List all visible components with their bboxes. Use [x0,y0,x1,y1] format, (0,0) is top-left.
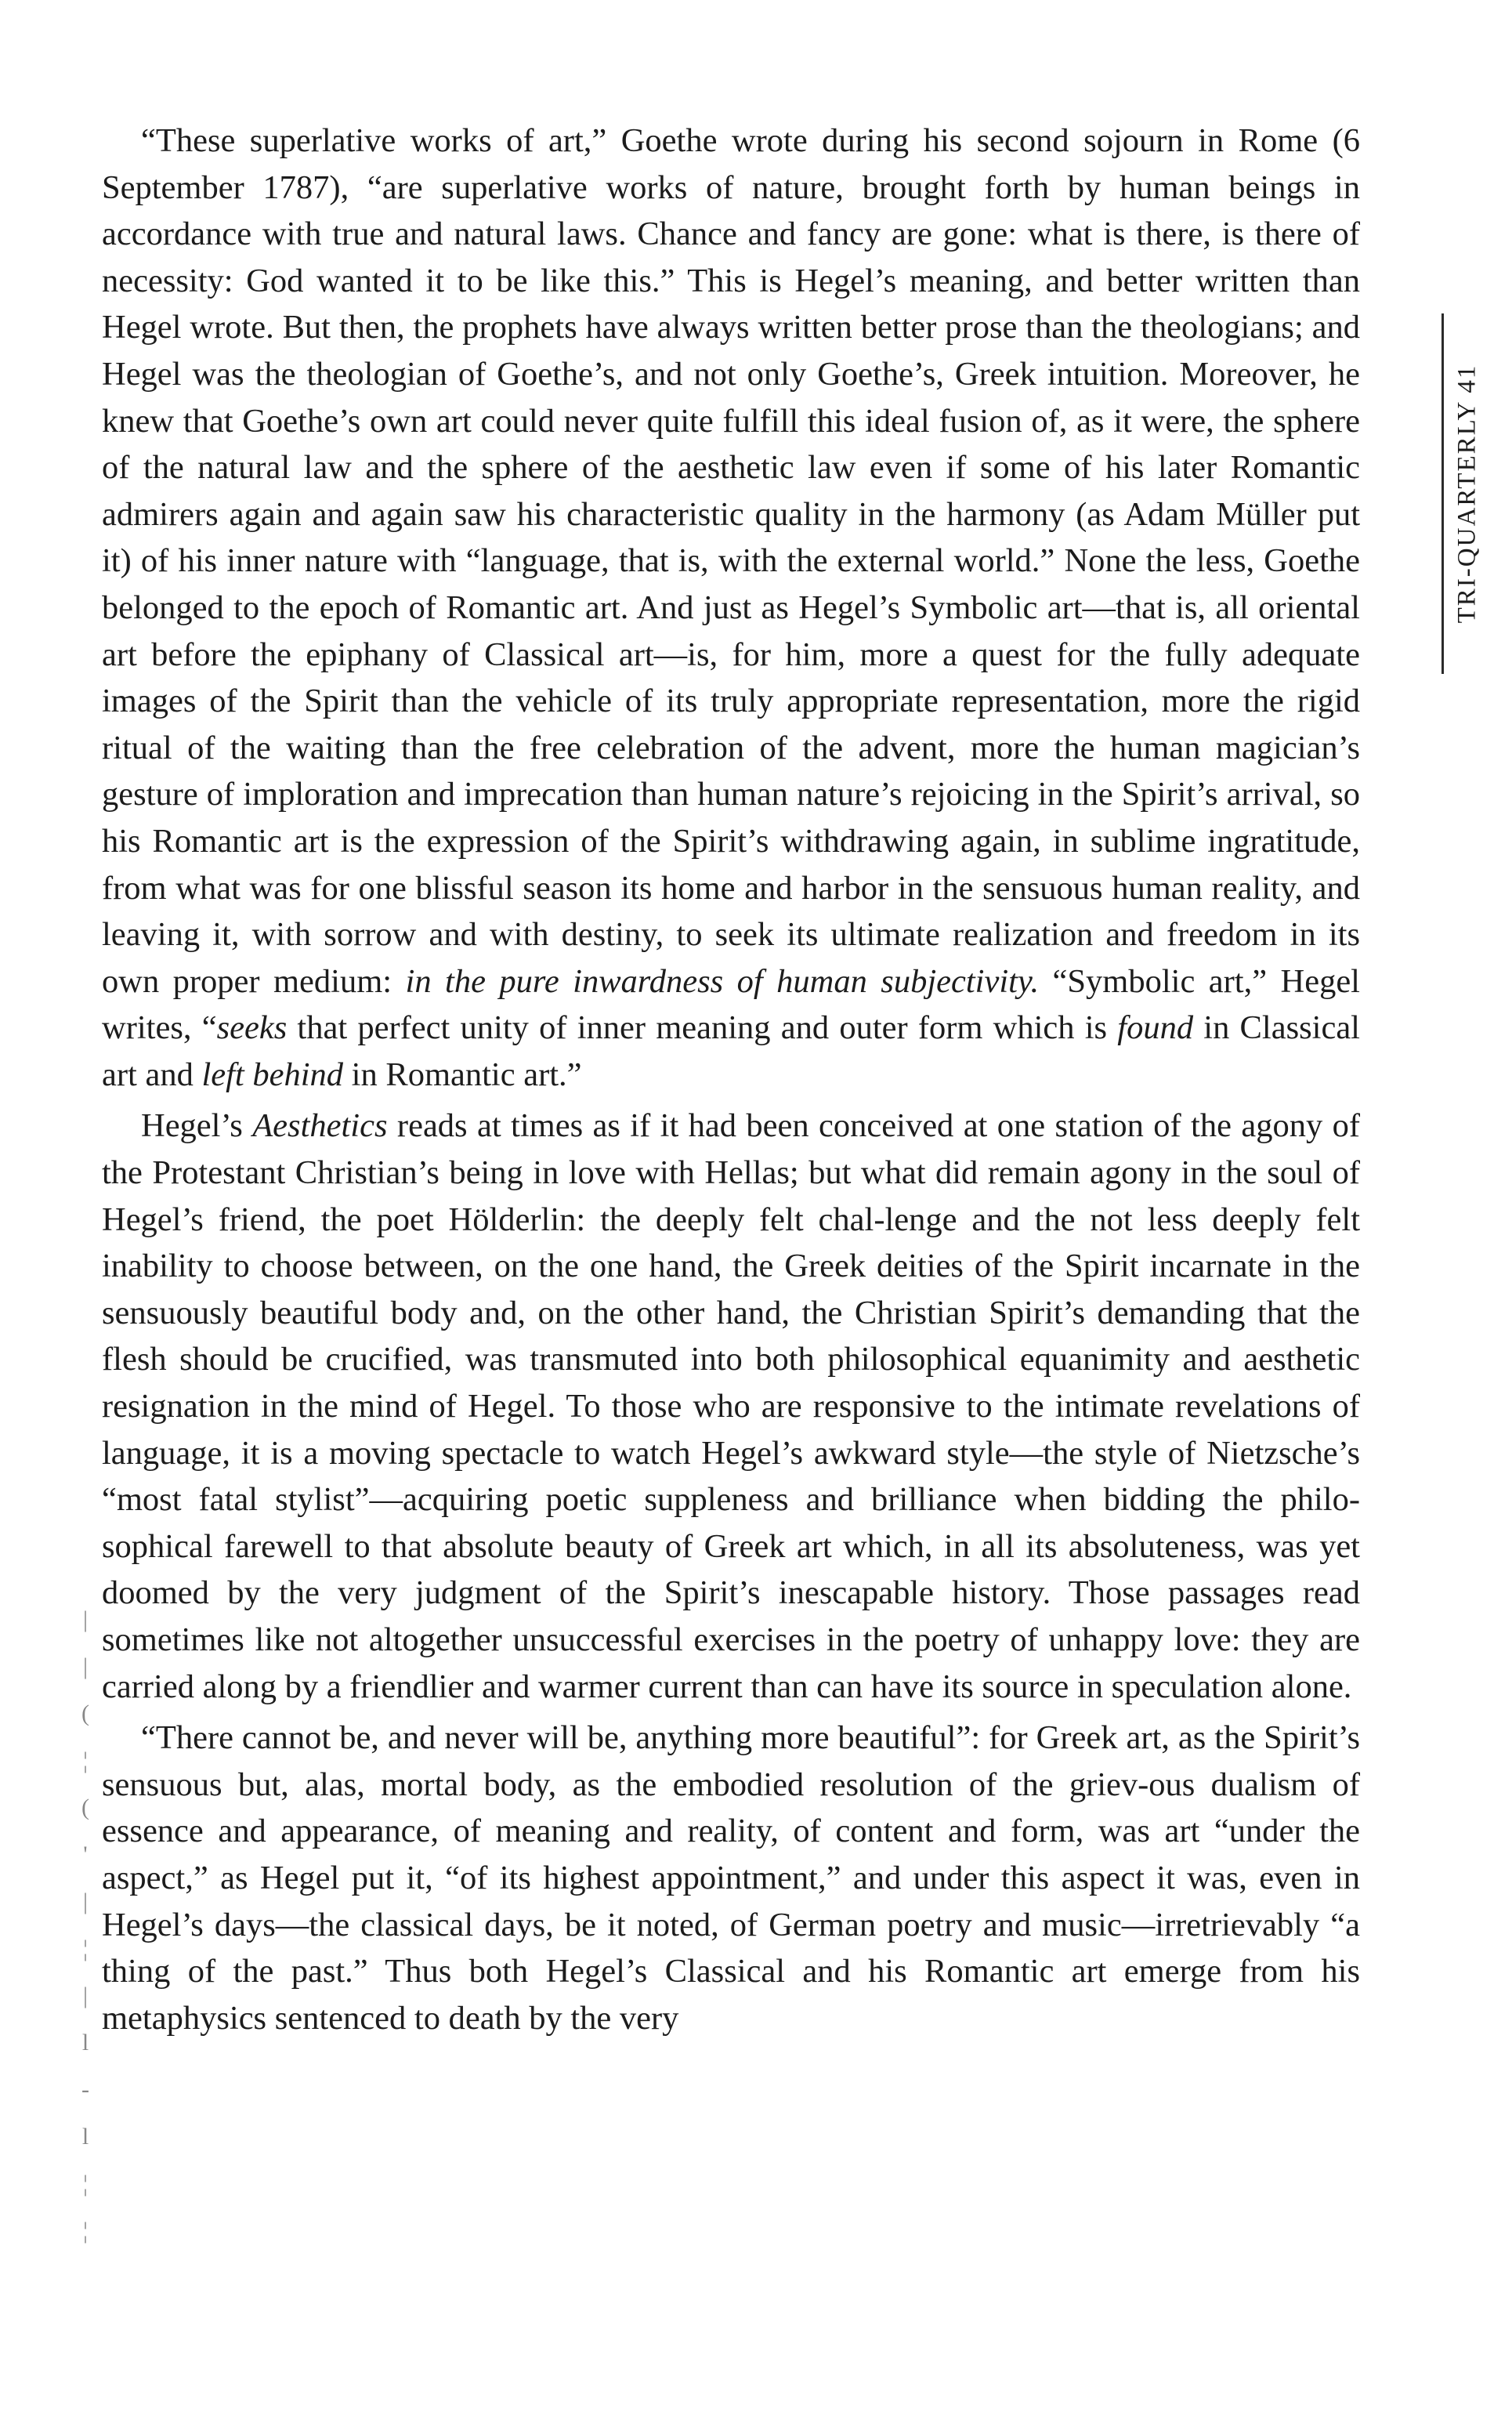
margin-mark: | [82,1606,88,1632]
margin-mark: ¦ [82,1748,88,1773]
body-text [102,118,1360,2041]
p1-seg-0: “These superlative works of art,” Goethe wrote during his second sojourn in Rome (6 September 1787), “are superlative works of nature, brought forth by human beings in accordance with true and natural laws. Chance and fancy are gone: what is there, is there of necessity: God wanted it to be like this.” This is Hegel’s meaning, and better written than Hegel wrote. But then, the prophets have always written better prose than the theologians; and Hegel was the theologian of Goethe’s, and not only Goethe’s, Greek intuition. Moreover, he knew that Goethe’s own art could never quite fulfill this ideal fusion of, as it were, the sphere of the natural law and the sphere of the aesthetic law even if some of his later Romantic admirers again and again saw his characteristic quality in the harmony (as Adam Müller put it) of his inner nature with “language, that is, with the external world.” None the less, Goethe belonged to the epoch of Romantic art. And just as Hegel’s Symbolic art—that is, all oriental art before the epiphany of Classical art—is, for him, more a quest for the fully adequate images of the Spirit than the vehicle of its truly appropriate representation, more the rigid ritual of the waiting than the free celebration of the advent, more the human magician’s gesture of imploration and imprecation than human nature’s rejoicing in the Spirit’s arrival, so his Romantic art is the expression of the Spirit’s withdrawing again, in sublime ingratitude, from what was for one blissful season its home and harbor in the sensuous human reality, and leaving it, with sorrow and with destiny, to seek its ultimate realization and freedom in its own proper medium: [102,122,1360,1000]
p1-seg-3: seeks [216,1009,288,1047]
margin-mark: ' [83,1842,88,1867]
p1-seg-2: “Symbolic art,” Hegel writes, “ [102,962,1360,1047]
p2-seg-1: Aesthetics [252,1107,388,1145]
p3-seg-0: “There cannot be, and never will be, anything more beautiful”: for Greek art, as the Spirit’s sensuous but, alas, mortal body, as the embodied resolution of the griev-ous dualism of essence and appearance, of meaning and reality, of content and form, was art “under the aspect,” as Hegel put it, “of its highest appointment,” and under this aspect it was, even in Hegel’s days—the classical days, be it noted, of German poetry and music—irretrievably “a thing of the past.” Thus both Hegel’s Classical and his Romantic art emerge from his metaphysics sentenced to death by the very [102,1719,1360,2037]
margin-mark: ( [81,1700,89,1726]
margin-mark: l [81,2124,89,2150]
margin-mark: ¦ [82,2171,88,2197]
p1-seg-4: that perfect unity of inner meaning and outer form which is [287,1009,1118,1047]
margin-mark: | [82,1983,88,2008]
p2-seg-2: reads at times as if it had been conceived at one station of the agony of the Protestant Christian’s being in love with Hellas; but what did remain agony in the soul of Hegel’s friend, the poet Hölderlin: the deeply felt chal-lenge and the not less deeply felt inability to choose between, on the one hand, the Greek deities of the Spirit incarnate in the sensuously beautiful body and, on the other hand, the Christian Spirit’s demanding that the flesh should be crucified, was transmuted into both philosophical equanimity and aesthetic resignation in the mind of Hegel. To those who are responsive to the intimate revelations of language, it is a moving spectacle to watch Hegel’s awkward style—the style of Nietzsche’s “most fatal stylist”—acquiring poetic suppleness and brilliance when bidding the philo-sophical farewell to that absolute beauty of Greek art which, in all its absoluteness, was yet doomed by the very judgment of the Spirit’s inescapable history. Those passages read sometimes like not altogether unsuccessful exercises in the poetry of unhappy love: they are carried along by a friendlier and warmer current than can have its source in speculation alone. [102,1107,1360,1705]
paragraph-2 [102,1103,1360,1710]
margin-mark: | [82,1889,88,1914]
p2-seg-0: Hegel’s [141,1107,253,1145]
margin-mark: ( [81,1795,89,1820]
paragraph-3 [102,1715,1360,2041]
margin-mark: - [81,2077,89,2102]
paragraph-1 [102,118,1360,1098]
margin-mark: ¦ [82,1936,88,1961]
margin-marks [72,1606,99,2265]
margin-mark: ¦ [82,2218,88,2244]
p1-seg-1: in the pure inwardness of human subjectivity. [405,962,1040,1000]
running-head [1441,313,1491,674]
p1-seg-6: in Classical art and [102,1009,1360,1093]
p1-seg-7: left behind [201,1056,344,1093]
margin-mark: | [82,1653,88,1679]
p1-seg-5: found [1117,1009,1194,1047]
running-head-label: TRI-QUARTERLY 41 [1452,364,1481,624]
p1-seg-8: in Romantic art.” [343,1056,582,1093]
margin-mark: l [81,2030,89,2055]
